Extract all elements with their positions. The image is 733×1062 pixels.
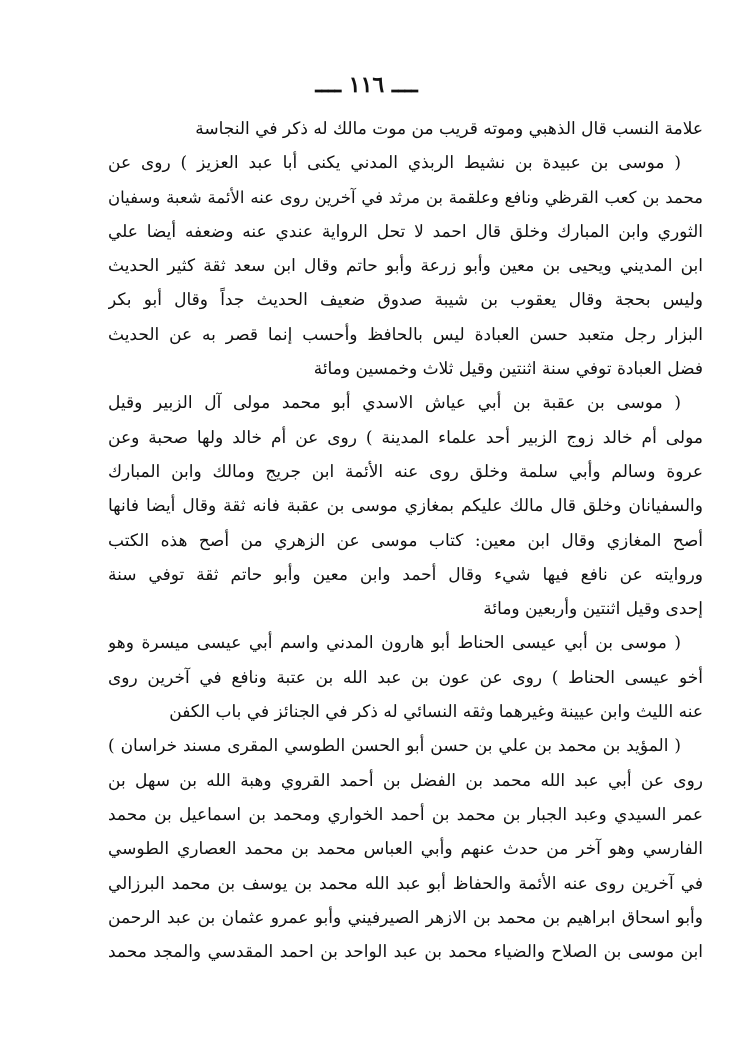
text-line: البزار رجل متعبد حسن العبادة ليس بالحافظ وأحسب إنما قصر به عن الحديث xyxy=(108,324,703,345)
text-line: وأبو اسحاق ابراهيم بن محمد بن الازهر الصيرفيني وأبو عمرو عثمان بن عبد الرحمن xyxy=(108,907,703,928)
text-line: ابن موسى بن الصلاح والضياء محمد بن عبد الواحد بن احمد المقدسي والمجد محمد xyxy=(108,942,703,963)
text-line: في آخرين روى عنه الأئمة والحفاظ أبو عبد الله محمد بن يوسف بن محمد البرزالي xyxy=(108,873,703,894)
text-line: عنه الليث وابن عيينة وغيرهما وثقه النسائي له ذكر في الجنائز في باب الكفن xyxy=(169,702,703,723)
text-line: علامة النسب قال الذهبي وموته قريب من موت مالك له ذكر في النجاسة xyxy=(195,119,703,139)
page-number: ــــ ١١٦ ــــ xyxy=(315,72,418,98)
text-line: أصح المغازي وقال ابن معين: كتاب موسى عن الزهري من أصح هذه الكتب xyxy=(108,530,703,551)
body-text xyxy=(108,112,703,969)
text-line: الفارسي وهو آخر من حدث عنهم وأبي العباس محمد بن محمد العصاري الطوسي xyxy=(108,839,703,860)
text-line: ( موسى بن أبي عيسى الحناط أبو هارون المدني واسم أبي عيسى ميسرة وهو xyxy=(108,633,681,654)
text-line: والسفيانان وخلق قال مالك عليكم بمغازي موسى بن عقبة فانه ثقة وقال أيضا فانها xyxy=(108,496,703,517)
text-line: أخو عيسى الحناط ) روى عن عون بن عبد الله بن عتبة ونافع في آخرين روى xyxy=(108,667,703,688)
text-line: ( موسى بن عقبة بن أبي عياش الاسدي أبو محمد مولى آل الزبير وقيل xyxy=(108,393,681,414)
text-line: الثوري وابن المبارك وخلق قال احمد لا تحل الرواية عندي عنه وضعفه أيضا علي xyxy=(108,221,703,242)
text-line: روى عن أبي عبد الله محمد بن الفضل بن أحمد القروي وهبة الله بن سهل بن xyxy=(108,770,703,791)
text-line: عروة وسالم وأبي سلمة وخلق روى عنه الأئمة ابن جريج ومالك وابن المبارك xyxy=(108,461,703,482)
text-line: وروايته عن نافع فيها شيء وقال أحمد وابن معين وأبو حاتم ثقة توفي سنة xyxy=(108,564,703,585)
text-line: عمر السيدي وعبد الجبار بن محمد بن أحمد الخواري ومحمد بن اسماعيل بن محمد xyxy=(108,804,703,825)
text-line: ابن المديني ويحيى بن معين وأبو زرعة وأبو حاتم وقال ابن سعد ثقة كثير الحديث xyxy=(108,256,703,277)
text-line: وليس بحجة وقال يعقوب بن شيبة صدوق ضعيف الحديث جداً وقال أبو بكر xyxy=(108,290,703,311)
text-line: ( موسى بن عبيدة بن نشيط الربذي المدني يكنى أبا عبد العزيز ) روى عن xyxy=(108,153,681,174)
text-line: محمد بن كعب القرظي ونافع وعلقمة بن مرثد في آخرين روى عنه الأئمة شعبة وسفيان xyxy=(108,187,703,207)
text-line: ( المؤيد بن محمد بن علي بن حسن أبو الحسن الطوسي المقرى مسند خراسان ) xyxy=(108,736,681,757)
text-line: مولى أم خالد زوج الزبير أحد علماء المدينة ) روى عن أم خالد ولها صحبة وعن xyxy=(108,427,703,448)
text-line: إحدى وقيل اثنتين وأربعين ومائة xyxy=(483,599,703,620)
text-line: فضل العبادة توفي سنة اثنتين وقيل ثلاث وخمسين ومائة xyxy=(313,359,703,380)
